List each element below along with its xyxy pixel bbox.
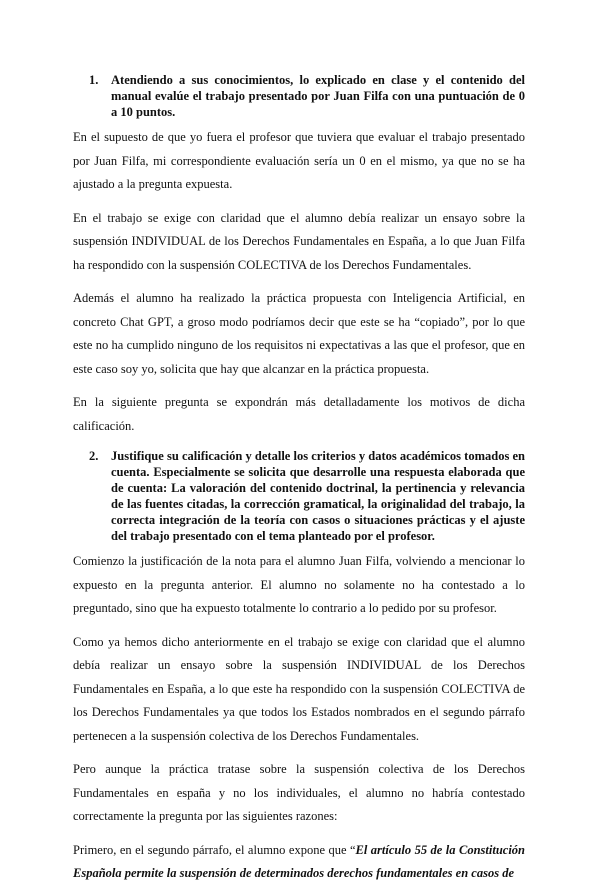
- paragraph: Además el alumno ha realizado la práctica propuesta con Inteligencia Artificial, en concreto Chat GPT, a groso modo podríamos decir que este se ha “copiado”, por lo que este no ha cumplido ninguno de los requisitos ni expectativas a las que el profesor, que en este caso soy yo, solicita que hay que alcanzar en la práctica propuesta.: [73, 291, 525, 376]
- question-1-text: Atendiendo a sus conocimientos, lo explicado en clase y el contenido del manual evalúe el trabajo presentado por Juan Filfa con una puntuación de 0 a 10 puntos.: [111, 73, 525, 119]
- quoted-text: El artículo 55 de la Constitución Española permite la suspensión de determinados derechos fundamentales en casos de: [73, 842, 525, 880]
- document-body: [73, 72, 525, 896]
- paragraph: En el trabajo se exige con claridad que el alumno debía realizar un ensayo sobre la suspensión INDIVIDUAL de los Derechos Fundamentales en España, a lo que Juan Filfa ha respondido con la suspensión COLECTIVA de los Derechos Fundamentales.: [73, 210, 525, 272]
- question-1-heading: [89, 72, 525, 120]
- paragraph-with-quote: [73, 839, 525, 886]
- paragraph-lead: Primero, en el segundo párrafo, el alumno expone que “: [73, 842, 356, 857]
- paragraph: Como ya hemos dicho anteriormente en el trabajo se exige con claridad que el alumno debía realizar un ensayo sobre la suspensión INDIVIDUAL de los Derechos Fundamentales en España, a lo que este ha respondido con la suspensión COLECTIVA de los Derechos Fundamentales ya que todos los Estados nombrados en el segundo párrafo pertenecen a la suspensión colectiva de los Derechos Fundamentales.: [73, 634, 525, 743]
- paragraph: En el supuesto de que yo fuera el profesor que tuviera que evaluar el trabajo presentado por Juan Filfa, mi correspondiente evaluación sería un 0 en el mismo, ya que no se ha ajustado a la pregunta expuesta.: [73, 130, 525, 191]
- paragraph: Pero aunque la práctica tratase sobre la suspensión colectiva de los Derechos Fundamentales en españa y no los individuales, el alumno no habría contestado correctamente la pregunta por las siguientes razones:: [73, 762, 525, 823]
- question-2-text: Justifique su calificación y detalle los criterios y datos académicos tomados en cuenta. Especialmente se solicita que desarrolle una respuesta elaborada que de cuenta: La valoración del contenido doctrinal, la pertinencia y relevancia de las fuentes citadas, la corrección gramatical, la originalidad del trabajo, la correcta integración de la teoría con casos o situaciones prácticas y el ajuste del trabajo presentado con el tema planteado por el profesor.: [111, 449, 525, 543]
- paragraph: Comienzo la justificación de la nota para el alumno Juan Filfa, volviendo a mencionar lo expuesto en la pregunta anterior. El alumno no solamente no ha contestado a lo preguntado, sino que ha expuesto totalmente lo contrario a lo pedido por su profesor.: [73, 554, 525, 615]
- question-2-number: 2.: [89, 449, 99, 463]
- question-1-number: 1.: [89, 73, 99, 87]
- question-2-heading: [89, 448, 525, 544]
- paragraph: En la siguiente pregunta se expondrán más detalladamente los motivos de dicha calificación.: [73, 395, 525, 433]
